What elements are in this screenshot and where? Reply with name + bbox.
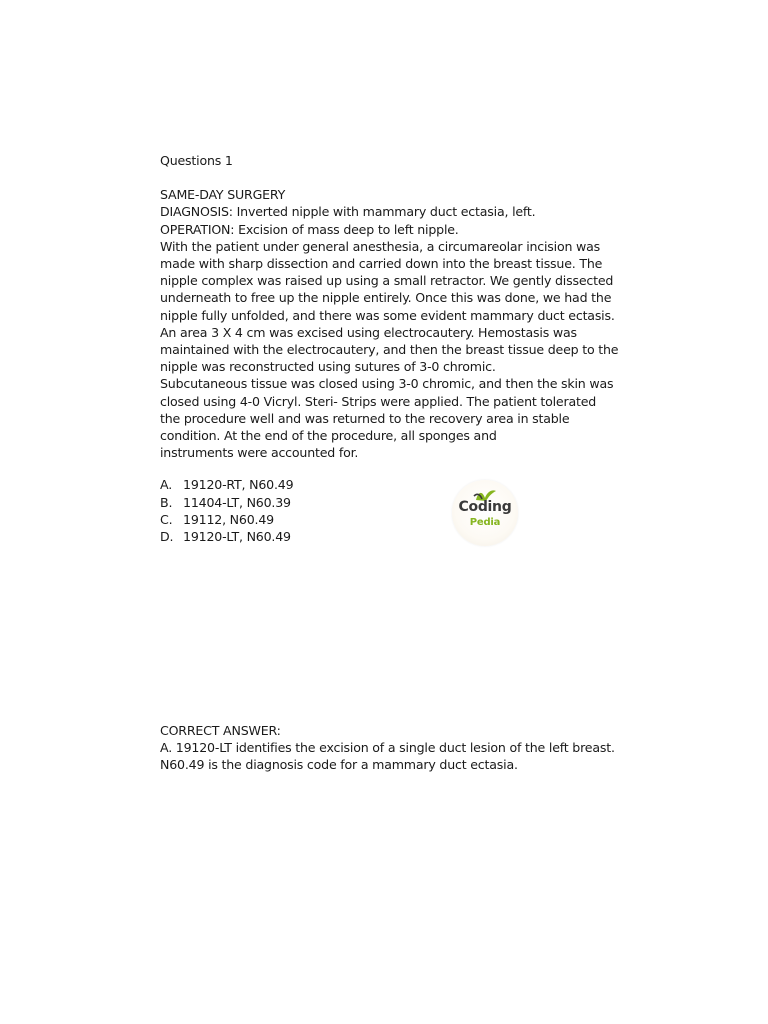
option-text: 11404-LT, N60.39	[183, 494, 291, 510]
narrative-line: With the patient under general anesthesia, a circumareolar incision was	[160, 238, 601, 254]
answer-options	[160, 476, 620, 545]
logo-word-bottom: Pedia	[469, 517, 501, 529]
narrative-line: nipple complex was raised up using a small retractor. We gently dissected	[160, 273, 614, 289]
narrative-line: closed using 4-0 Vicryl. Steri- Strips were applied. The patient tolerated	[160, 393, 597, 409]
option-b[interactable]	[160, 494, 620, 511]
option-text: 19120-LT, N60.49	[183, 529, 291, 545]
logo-word-top: Coding	[458, 499, 512, 516]
operative-narrative	[160, 238, 620, 462]
option-letter: D.	[160, 529, 174, 545]
option-letter: C.	[160, 511, 173, 527]
answer-line-1: A. 19120-LT identifies the excision of a single duct lesion of the left breast.	[160, 740, 615, 756]
spacer	[160, 169, 620, 186]
setting-label: SAME-DAY SURGERY	[160, 187, 286, 203]
option-d[interactable]	[160, 528, 620, 545]
diagnosis-line: DIAGNOSIS: Inverted nipple with mammary duct ectasia, left.	[160, 204, 536, 220]
narrative-line: nipple was reconstructed using sutures of 3-0 chromic.	[160, 359, 496, 375]
narrative-line: maintained with the electrocautery, and then the breast tissue deep to the	[160, 342, 619, 358]
answer-heading: CORRECT ANSWER:	[160, 723, 281, 738]
correct-answer-block	[160, 722, 620, 774]
spacer	[160, 461, 620, 476]
option-text: 19112, N60.49	[183, 511, 274, 527]
option-text: 19120-RT, N60.49	[183, 477, 294, 493]
narrative-line: instruments were accounted for.	[160, 445, 359, 461]
option-c[interactable]	[160, 511, 620, 528]
narrative-line: nipple fully unfolded, and there was some evident mammary duct ectasis.	[160, 307, 615, 323]
question-block	[160, 152, 620, 545]
narrative-line: condition. At the end of the procedure, all sponges and	[160, 428, 497, 444]
narrative-line: the procedure well and was returned to the recovery area in stable	[160, 410, 570, 426]
option-a[interactable]	[160, 476, 620, 493]
answer-line-2: N60.49 is the diagnosis code for a mammary duct ectasia.	[160, 757, 518, 773]
option-letter: B.	[160, 494, 173, 510]
option-letter: A.	[160, 477, 172, 493]
narrative-line: Subcutaneous tissue was closed using 3-0 chromic, and then the skin was	[160, 376, 614, 392]
narrative-line: underneath to free up the nipple entirely. Once this was done, we had the	[160, 290, 612, 306]
question-title: Questions 1	[160, 153, 233, 168]
narrative-line: An area 3 X 4 cm was excised using electrocautery. Hemostasis was	[160, 324, 577, 340]
operation-line: OPERATION: Excision of mass deep to left nipple.	[160, 221, 459, 237]
coding-pedia-logo	[452, 480, 518, 546]
narrative-line: made with sharp dissection and carried down into the breast tissue. The	[160, 256, 603, 272]
